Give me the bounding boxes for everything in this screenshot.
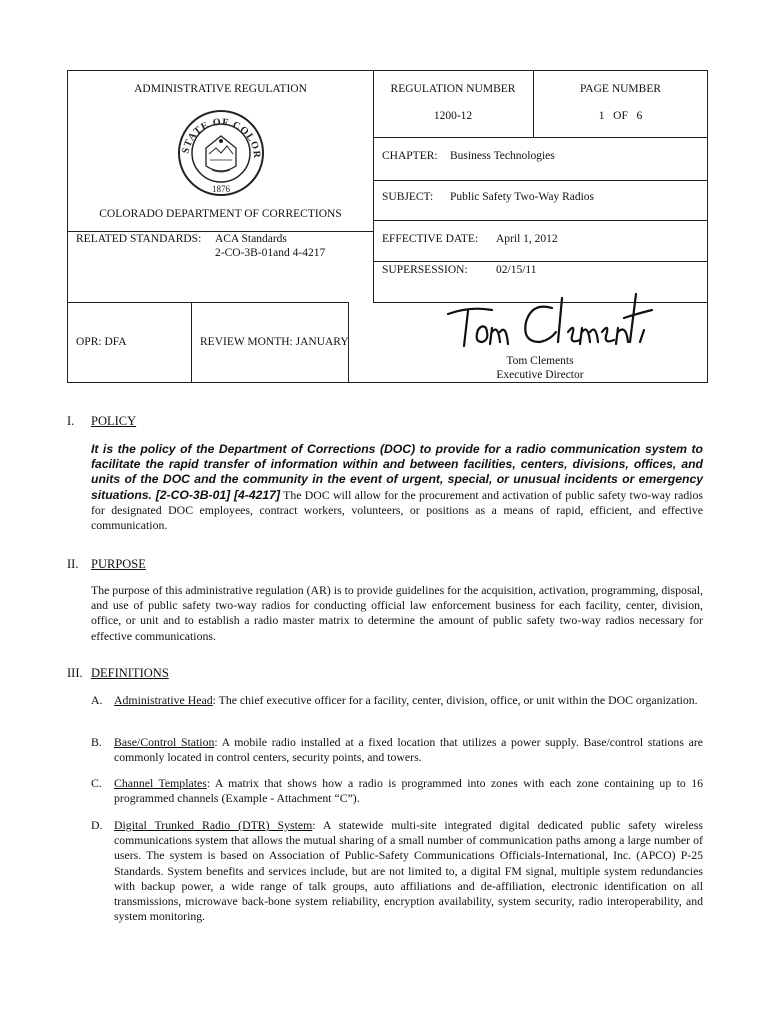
regulation-type-title: ADMINISTRATIVE REGULATION xyxy=(134,83,307,95)
page-number-label: PAGE NUMBER xyxy=(579,83,662,95)
related-standards-line-1: ACA Standards xyxy=(215,233,287,245)
definition-b-text: : A mobile radio installed at a fixed location that utilizes a power supply. Base/control stations are commonly located in control centers, security points, and towers. xyxy=(114,735,703,765)
signer-title: Executive Director xyxy=(496,369,584,381)
definition-c-letter: C. xyxy=(91,776,102,790)
subject-value: Public Safety Two-Way Radios xyxy=(450,191,595,203)
seal-text-top: STATE OF COLOR xyxy=(180,116,263,160)
policy-numeral: I. xyxy=(67,414,75,428)
effective-date-label: EFFECTIVE DATE: xyxy=(382,233,479,245)
regulation-number-label: REGULATION NUMBER xyxy=(390,83,516,95)
policy-normal-text: The DOC will allow for the procurement and activation of public safety two-way radios for designated DOC employees, contract workers, volunteers, or positions as a means of rapid, efficient, and effective communication. xyxy=(91,487,703,533)
purpose-numeral: II. xyxy=(67,557,79,571)
department-name: COLORADO DEPARTMENT OF CORRECTIONS xyxy=(99,208,342,220)
definition-a-term: Administrative Head xyxy=(114,693,213,707)
definition-c-text: : A matrix that shows how a radio is programmed into zones with each zone containing up to 16 programmed channels (Example - Attachment “C”). xyxy=(114,776,703,806)
definition-b-term: Base/Control Station xyxy=(114,735,215,749)
seal-year: 1876 xyxy=(212,184,230,194)
definition-c-term: Channel Templates xyxy=(114,776,207,790)
definition-d-text: : A statewide multi-site integrated digital dedicated public safety wireless communications system that allows the mutual sharing of a small number of communication paths among a large number of users. The system is based on Association of Public-Safety Communications Officials-International, Inc. (APCO) P-25 Standards. System benefits and services include, but are not limited to, a digital FM signal, multiple system redundancies with backup power, a wide range of talk groups, auto affiliations and de-affiliation, electronic identification on all transmissions, microwave back-bone system reliability, encryption availability, system security, radio interoperability, and system monitoring. xyxy=(114,818,703,924)
definition-a-letter: A. xyxy=(91,693,103,707)
signer-name: Tom Clements xyxy=(506,355,574,367)
opr-text: OPR: DFA xyxy=(76,336,127,348)
state-seal-logo xyxy=(176,108,266,198)
purpose-paragraph: The purpose of this administrative regulation (AR) is to provide guidelines for the acquisition, activation, programming, disposal, and use of public safety two-way radios for conducting official law enforcement business for each facility, center, division, office, or unit and to establish a radio master matrix to determine the amount of public safety two-way radios necessary for effective communications. xyxy=(91,583,704,643)
supersession-label: SUPERSESSION: xyxy=(382,264,468,276)
chapter-value: Business Technologies xyxy=(450,150,555,162)
related-standards-label: RELATED STANDARDS: xyxy=(76,233,202,245)
definition-a xyxy=(114,693,703,708)
policy-paragraph xyxy=(91,442,703,533)
definitions-numeral: III. xyxy=(67,666,83,680)
definition-b-letter: B. xyxy=(91,735,102,749)
subject-label: SUBJECT: xyxy=(382,191,434,203)
definition-c xyxy=(114,776,703,806)
definition-d-letter: D. xyxy=(91,818,103,832)
policy-heading: POLICY xyxy=(91,414,137,428)
definition-d-term: Digital Trunked Radio (DTR) System xyxy=(114,818,313,832)
signature-image xyxy=(440,284,660,354)
supersession-value: 02/15/11 xyxy=(496,264,537,276)
definitions-heading: DEFINITIONS xyxy=(91,666,169,680)
effective-date-value: April 1, 2012 xyxy=(496,233,558,245)
review-month-text: REVIEW MONTH: JANUARY xyxy=(200,336,349,348)
definition-d xyxy=(114,818,703,924)
page-number: 1 OF 6 xyxy=(598,110,643,122)
chapter-label: CHAPTER: xyxy=(382,150,438,162)
policy-bold-text: It is the policy of the Department of Corrections (DOC) to provide for a radio communication system to facilitate the rapid transfer of information within and between facilities, centers, divisions, offices, and units of the DOC and the community in the event of urgent, special, or unusual incidents or emergency situations. [2-CO-3B-01] [4-4217] xyxy=(91,442,703,502)
definition-b xyxy=(114,735,703,765)
related-standards-line-2: 2-CO-3B-01and 4-4217 xyxy=(215,247,326,259)
regulation-number: 1200-12 xyxy=(433,110,473,122)
purpose-heading: PURPOSE xyxy=(91,557,146,571)
definition-a-text: : The chief executive officer for a facility, center, division, office, or unit within the DOC organization. xyxy=(212,693,698,707)
